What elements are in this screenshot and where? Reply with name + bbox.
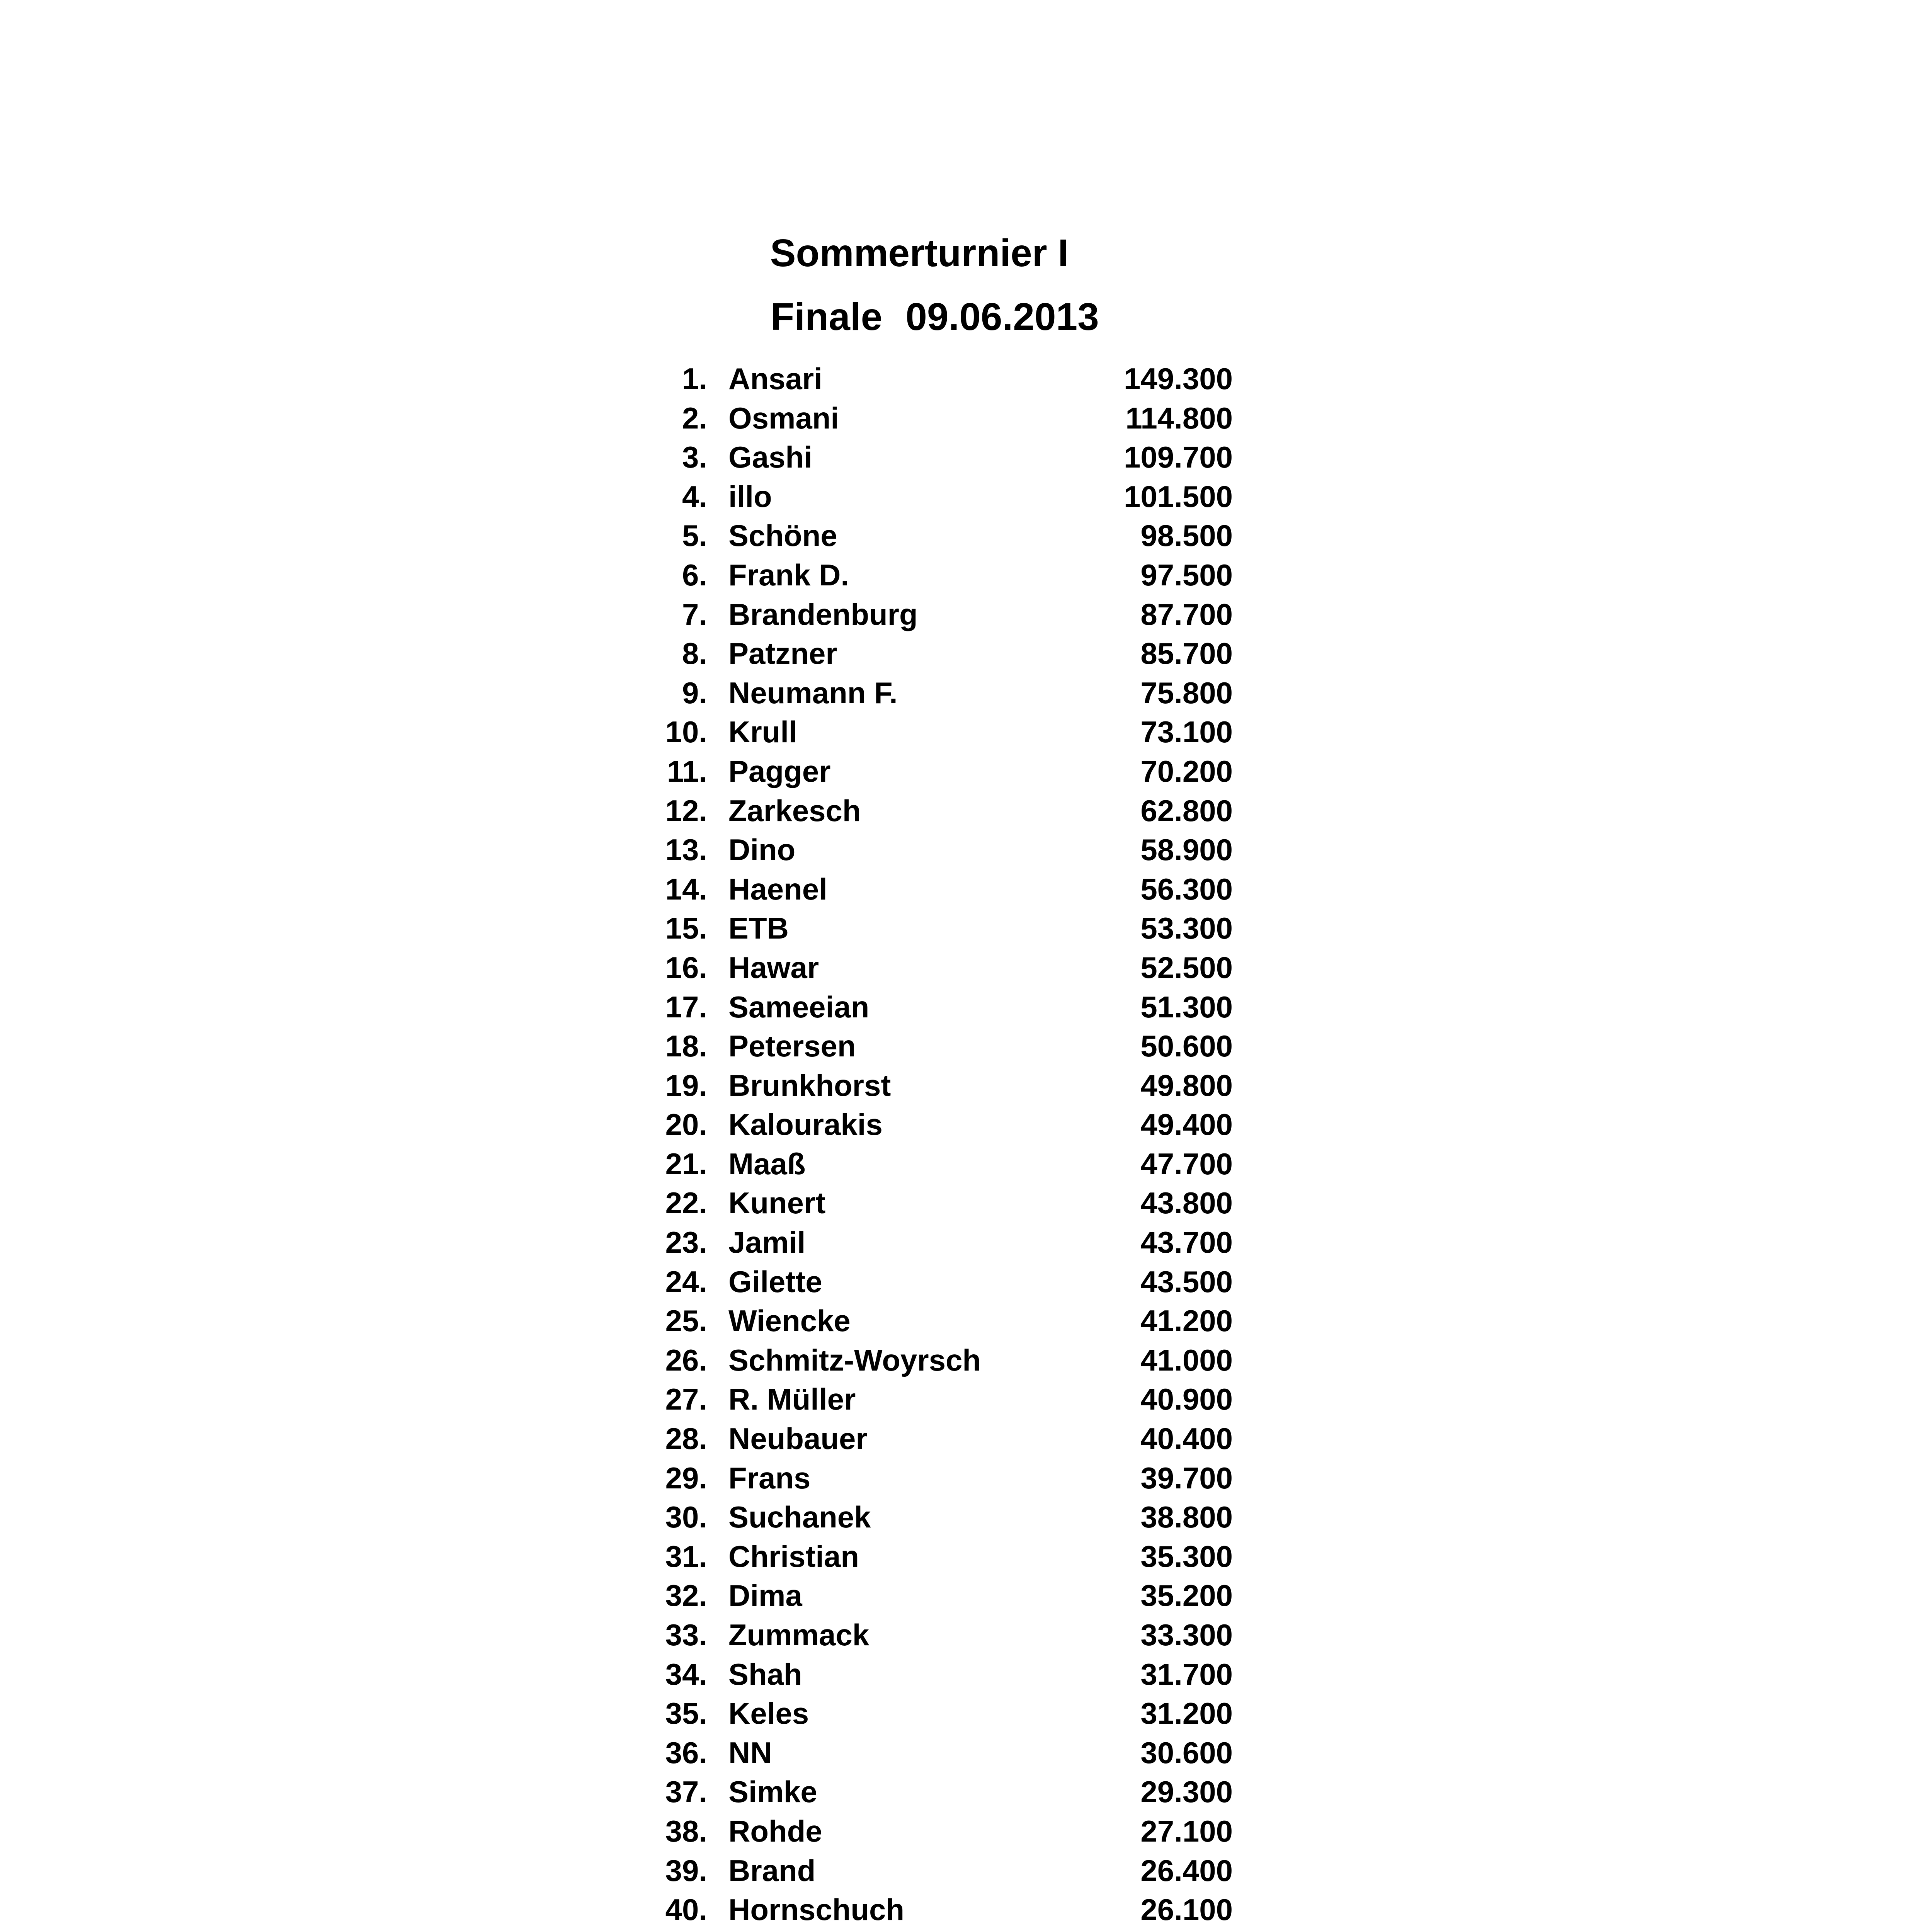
rank-cell: 33. bbox=[665, 1618, 707, 1652]
rank-cell: 30. bbox=[665, 1500, 707, 1534]
player-name-cell: NN bbox=[728, 1735, 772, 1770]
score-cell: 26.400 bbox=[1140, 1853, 1233, 1888]
score-cell: 73.100 bbox=[1140, 715, 1233, 749]
rank-cell: 19. bbox=[665, 1068, 707, 1102]
table-row bbox=[653, 1576, 1233, 1616]
table-row bbox=[653, 1419, 1233, 1459]
title-text: Sommerturnier I bbox=[770, 231, 1069, 275]
table-row bbox=[653, 1380, 1233, 1419]
player-name-cell: Schmitz-Woyrsch bbox=[728, 1343, 981, 1377]
table-row bbox=[653, 1066, 1233, 1105]
player-name-cell: Rohde bbox=[728, 1814, 822, 1848]
table-row bbox=[653, 673, 1233, 713]
player-name-cell: Sameeian bbox=[728, 990, 870, 1024]
score-cell: 38.800 bbox=[1140, 1500, 1233, 1534]
score-cell: 50.600 bbox=[1140, 1029, 1233, 1063]
score-cell: 43.700 bbox=[1140, 1225, 1233, 1260]
player-name-cell: Wiencke bbox=[728, 1304, 851, 1338]
rank-cell: 25. bbox=[665, 1304, 707, 1338]
score-cell: 40.400 bbox=[1140, 1422, 1233, 1456]
rank-cell: 26. bbox=[665, 1343, 707, 1377]
score-cell: 52.500 bbox=[1140, 950, 1233, 985]
table-row bbox=[653, 595, 1233, 634]
score-cell: 41.000 bbox=[1140, 1343, 1233, 1377]
table-row bbox=[653, 516, 1233, 556]
score-cell: 40.900 bbox=[1140, 1382, 1233, 1417]
rank-cell: 17. bbox=[665, 990, 707, 1024]
player-name-cell: Shah bbox=[728, 1657, 802, 1691]
table-row bbox=[653, 1890, 1233, 1930]
table-row bbox=[653, 1655, 1233, 1694]
table-row bbox=[653, 713, 1233, 752]
table-row bbox=[653, 1262, 1233, 1302]
player-name-cell: Hawar bbox=[728, 950, 819, 985]
rank-cell: 15. bbox=[665, 911, 707, 946]
rank-cell: 37. bbox=[665, 1775, 707, 1809]
rank-cell: 32. bbox=[665, 1578, 707, 1613]
rank-cell: 12. bbox=[665, 793, 707, 828]
table-row bbox=[653, 830, 1233, 870]
player-name-cell: Maaß bbox=[728, 1146, 806, 1181]
rank-cell: 16. bbox=[665, 950, 707, 985]
table-row bbox=[653, 556, 1233, 595]
table-row bbox=[653, 1027, 1233, 1066]
score-cell: 97.500 bbox=[1140, 558, 1233, 592]
rank-cell: 5. bbox=[682, 519, 707, 553]
score-cell: 101.500 bbox=[1124, 479, 1233, 514]
score-cell: 31.200 bbox=[1140, 1696, 1233, 1731]
subtitle-label: Finale bbox=[771, 295, 883, 338]
rank-cell: 10. bbox=[665, 715, 707, 749]
player-name-cell: Zummack bbox=[728, 1618, 870, 1652]
score-cell: 43.800 bbox=[1140, 1186, 1233, 1220]
page-subtitle bbox=[0, 295, 1893, 338]
player-name-cell: Haenel bbox=[728, 872, 827, 906]
table-row bbox=[653, 634, 1233, 673]
rank-cell: 24. bbox=[665, 1264, 707, 1299]
score-cell: 70.200 bbox=[1140, 754, 1233, 788]
score-cell: 27.100 bbox=[1140, 1814, 1233, 1848]
table-row bbox=[653, 1105, 1233, 1145]
score-cell: 109.700 bbox=[1124, 440, 1233, 474]
table-row bbox=[653, 948, 1233, 988]
table-row bbox=[653, 988, 1233, 1027]
rank-cell: 14. bbox=[665, 872, 707, 906]
player-name-cell: Simke bbox=[728, 1775, 817, 1809]
player-name-cell: Frank D. bbox=[728, 558, 849, 592]
player-name-cell: Brunkhorst bbox=[728, 1068, 891, 1102]
rank-cell: 29. bbox=[665, 1461, 707, 1495]
score-cell: 58.900 bbox=[1140, 833, 1233, 867]
rank-cell: 2. bbox=[682, 401, 707, 435]
rank-cell: 34. bbox=[665, 1657, 707, 1691]
player-name-cell: Christian bbox=[728, 1539, 859, 1573]
player-name-cell: Krull bbox=[728, 715, 797, 749]
score-cell: 87.700 bbox=[1140, 597, 1233, 631]
table-row bbox=[653, 399, 1233, 438]
table-row bbox=[653, 359, 1233, 399]
rank-cell: 6. bbox=[682, 558, 707, 592]
player-name-cell: Zarkesch bbox=[728, 793, 861, 828]
subtitle-date: 09.06.2013 bbox=[905, 295, 1099, 338]
player-name-cell: Dima bbox=[728, 1578, 802, 1613]
player-name-cell: Brand bbox=[728, 1853, 816, 1888]
rank-cell: 31. bbox=[665, 1539, 707, 1573]
player-name-cell: Gilette bbox=[728, 1264, 822, 1299]
rank-cell: 7. bbox=[682, 597, 707, 631]
score-cell: 41.200 bbox=[1140, 1304, 1233, 1338]
score-cell bbox=[1140, 1930, 1233, 1932]
player-name-cell: Neumann F. bbox=[728, 675, 898, 710]
rank-cell: 18. bbox=[665, 1029, 707, 1063]
score-cell: 114.800 bbox=[1125, 401, 1233, 435]
player-name-cell: Pagger bbox=[728, 754, 831, 788]
rank-cell: 13. bbox=[665, 833, 707, 867]
rank-cell: 28. bbox=[665, 1422, 707, 1456]
rank-cell: 38. bbox=[665, 1814, 707, 1848]
score-cell: 29.300 bbox=[1140, 1775, 1233, 1809]
player-name-cell: Ansari bbox=[728, 362, 822, 396]
table-row bbox=[653, 1772, 1233, 1812]
table-row bbox=[653, 1498, 1233, 1537]
player-name-cell: Brandenburg bbox=[728, 597, 918, 631]
score-cell: 53.300 bbox=[1140, 911, 1233, 946]
table-row bbox=[653, 1145, 1233, 1184]
rank-cell: 1. bbox=[682, 362, 707, 396]
rank-cell: 39. bbox=[665, 1853, 707, 1888]
rank-cell: 9. bbox=[682, 675, 707, 710]
rank-cell: 23. bbox=[665, 1225, 707, 1260]
player-name-cell: Petersen bbox=[728, 1029, 856, 1063]
score-cell: 30.600 bbox=[1140, 1735, 1233, 1770]
rank-cell: 27. bbox=[665, 1382, 707, 1417]
table-row bbox=[653, 477, 1233, 517]
score-cell: 85.700 bbox=[1140, 636, 1233, 671]
player-name-cell: R. Müller bbox=[728, 1382, 856, 1417]
table-row bbox=[653, 438, 1233, 477]
rank-cell: 8. bbox=[682, 636, 707, 671]
table-row bbox=[653, 1223, 1233, 1262]
rank-cell: 3. bbox=[682, 440, 707, 474]
table-row bbox=[653, 1301, 1233, 1341]
player-name-cell: Keles bbox=[728, 1696, 809, 1731]
table-row bbox=[653, 1930, 1233, 1932]
player-name-cell: illo bbox=[728, 479, 772, 514]
table-row bbox=[653, 1459, 1233, 1498]
player-name-cell: Patzner bbox=[728, 636, 837, 671]
rank-cell: 11. bbox=[667, 754, 707, 788]
player-name-cell: Frans bbox=[728, 1461, 811, 1495]
table-row bbox=[653, 909, 1233, 948]
page-title bbox=[0, 231, 1877, 275]
player-name-cell: Osmani bbox=[728, 401, 839, 435]
ranking-table bbox=[653, 359, 1233, 1932]
table-row bbox=[653, 1341, 1233, 1380]
score-cell: 51.300 bbox=[1140, 990, 1233, 1024]
score-cell: 62.800 bbox=[1140, 793, 1233, 828]
player-name-cell: Kalourakis bbox=[728, 1107, 883, 1142]
score-cell: 49.400 bbox=[1140, 1107, 1233, 1142]
score-cell: 75.800 bbox=[1140, 675, 1233, 710]
table-row bbox=[653, 1851, 1233, 1891]
rank-cell bbox=[653, 1930, 707, 1932]
player-name-cell: Dino bbox=[728, 833, 796, 867]
score-cell: 98.500 bbox=[1140, 519, 1233, 553]
player-name-cell: Suchanek bbox=[728, 1500, 871, 1534]
score-cell: 26.100 bbox=[1140, 1893, 1233, 1927]
score-cell: 47.700 bbox=[1140, 1146, 1233, 1181]
player-name-cell: Jamil bbox=[728, 1225, 806, 1260]
score-cell: 149.300 bbox=[1124, 362, 1233, 396]
table-row bbox=[653, 1733, 1233, 1773]
player-name-cell: Hornschuch bbox=[728, 1893, 905, 1927]
score-cell: 33.300 bbox=[1140, 1618, 1233, 1652]
player-name-cell bbox=[728, 1930, 888, 1932]
score-cell: 31.700 bbox=[1140, 1657, 1233, 1691]
rank-cell: 36. bbox=[665, 1735, 707, 1770]
table-row bbox=[653, 752, 1233, 791]
table-row bbox=[653, 791, 1233, 831]
rank-cell: 4. bbox=[682, 479, 707, 514]
score-cell: 49.800 bbox=[1140, 1068, 1233, 1102]
rank-cell: 22. bbox=[665, 1186, 707, 1220]
rank-cell: 35. bbox=[665, 1696, 707, 1731]
table-row bbox=[653, 1537, 1233, 1577]
player-name-cell: Kunert bbox=[728, 1186, 826, 1220]
score-cell: 39.700 bbox=[1140, 1461, 1233, 1495]
player-name-cell: ETB bbox=[728, 911, 789, 946]
rank-cell: 20. bbox=[665, 1107, 707, 1142]
player-name-cell: Neubauer bbox=[728, 1422, 868, 1456]
table-row bbox=[653, 1812, 1233, 1851]
player-name-cell: Schöne bbox=[728, 519, 837, 553]
score-cell: 56.300 bbox=[1140, 872, 1233, 906]
score-cell: 35.200 bbox=[1140, 1578, 1233, 1613]
table-row bbox=[653, 1694, 1233, 1733]
table-row bbox=[653, 1616, 1233, 1655]
score-cell: 43.500 bbox=[1140, 1264, 1233, 1299]
table-row bbox=[653, 1184, 1233, 1223]
table-row bbox=[653, 870, 1233, 909]
rank-cell: 21. bbox=[665, 1146, 707, 1181]
rank-cell: 40. bbox=[665, 1893, 707, 1927]
score-cell: 35.300 bbox=[1140, 1539, 1233, 1573]
player-name-cell: Gashi bbox=[728, 440, 812, 474]
